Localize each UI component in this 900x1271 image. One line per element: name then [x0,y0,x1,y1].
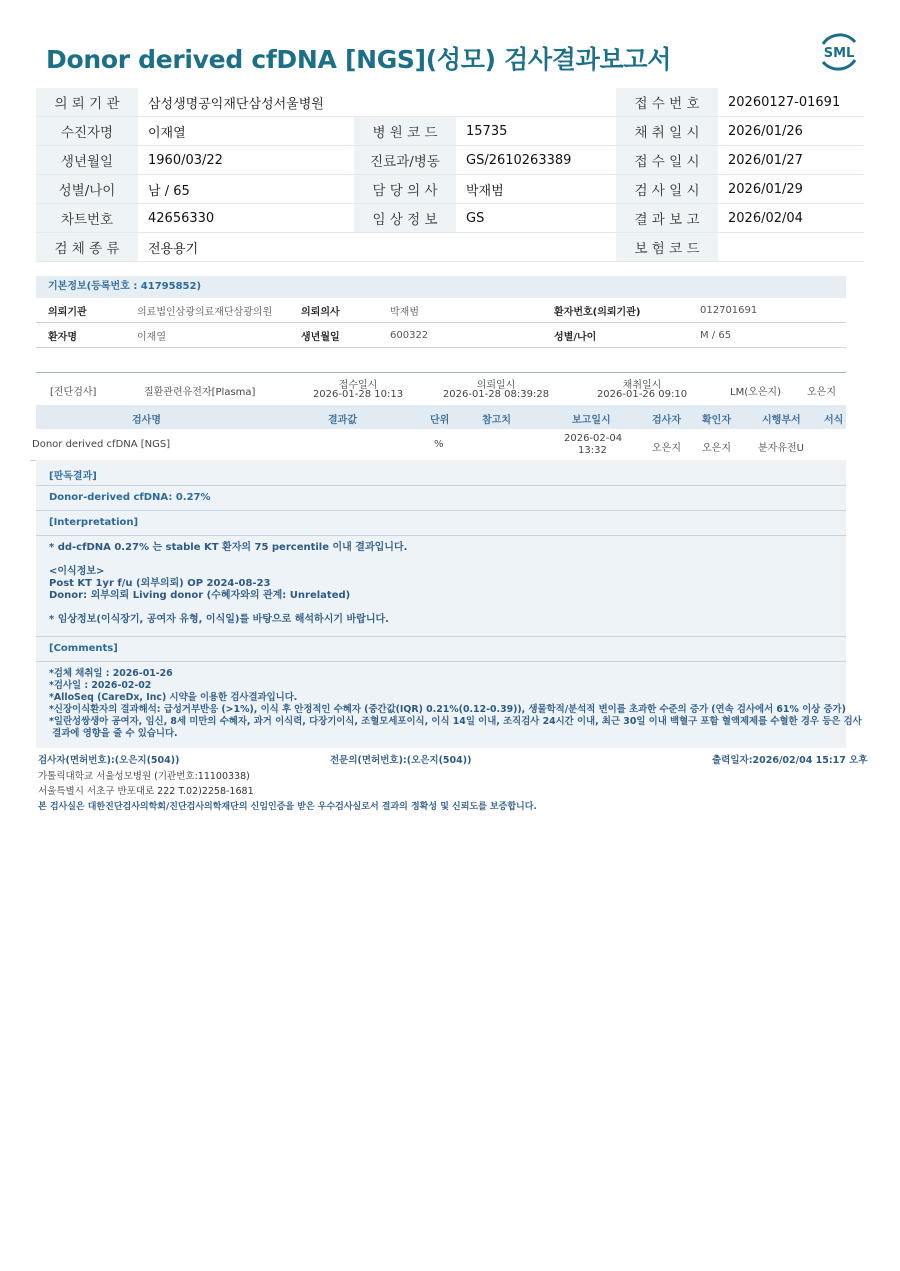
label: 환자번호(의뢰기관) [542,298,688,323]
column-header: 검사자 [652,415,681,426]
field-value: 15735 [456,117,616,146]
report-title: Donor derived cfDNA [NGS](성모) 검사결과보고서 [46,45,672,74]
value: 600322 [378,323,542,348]
interpretation-section-header [36,511,846,536]
field-value: 2026/02/04 [718,204,864,233]
column-header: 검사명 [132,415,161,426]
test-name: Donor derived cfDNA [NGS] [32,439,171,450]
label: 의뢰의사 [289,298,378,323]
result-text: Donor-derived cfDNA: 0.27% [49,492,211,503]
basic-info-block [36,276,846,348]
header-row [36,233,864,262]
field-label: 수진자명 [36,117,138,146]
field-label [354,88,456,117]
header-row [36,146,864,175]
column-header: 서식 [824,415,844,426]
field-label: 차트번호 [36,204,138,233]
basic-info-header: 기본정보(등록번호 : 41795852) [36,276,846,298]
value: M / 65 [688,323,846,348]
lab-name: LM(오은지) [730,387,781,398]
field-value: 전용용기 [138,233,354,262]
exam-category: [진단검사] [50,387,97,398]
value: 이재열 [125,323,289,348]
field-value: 2026/01/26 [718,117,864,146]
exam-name: 질환관련유전자[Plasma] [144,387,256,398]
report-time: 13:32 [578,445,607,456]
field-value: 박재범 [456,175,616,204]
checker: 오은지 [702,443,731,454]
test-unit: % [434,439,444,450]
field-label: 병 원 코 드 [354,117,456,146]
collected-datetime: 2026-01-26 09:10 [596,389,688,400]
header-row [36,175,864,204]
collected-label: 채취일시 [622,380,662,391]
field-label: 담 당 의 사 [354,175,456,204]
field-value: 이재열 [138,117,354,146]
field-value: 2026/01/29 [718,175,864,204]
exam-info-row [36,372,846,405]
field-label: 보 험 코 드 [616,233,718,262]
label: 성별/나이 [542,323,688,348]
section-label: [Comments] [49,643,118,654]
requested-label: 의뢰일시 [476,380,516,391]
column-header: 시행부서 [762,415,801,426]
field-label: 접 수 일 시 [616,146,718,175]
field-label: 채 취 일 시 [616,117,718,146]
section-label: [판독결과] [49,471,97,482]
tester: 오은지 [652,443,681,454]
header-row [36,204,864,233]
field-value: 삼성생명공익재단삼성서울병원 [138,88,354,117]
basic-info-row [36,323,846,348]
label: 생년월일 [289,323,378,348]
column-header: 보고일시 [572,415,611,426]
field-label: 성별/나이 [36,175,138,204]
column-header: 결과값 [328,415,357,426]
column-header: 참고치 [482,415,511,426]
sml-logo [815,28,863,76]
field-label: 의 뢰 기 관 [36,88,138,117]
value: 012701691 [688,298,846,323]
value: 의료법인삼광의료재단삼광의원 [125,298,289,323]
field-label: 검 체 종 류 [36,233,138,262]
field-value [718,233,864,262]
table-row [30,430,846,461]
column-header: 단위 [430,415,450,426]
comments-section-header [36,636,846,662]
label: 의뢰기관 [36,298,125,323]
field-value: GS [456,204,616,233]
received-label: 접수일시 [338,380,378,391]
label: 환자명 [36,323,125,348]
value: 박재범 [378,298,542,323]
header-row [36,88,864,117]
field-value [456,233,616,262]
judgement-section-header [36,461,846,486]
field-label: 접 수 번 호 [616,88,718,117]
patient-header-table [36,88,864,262]
field-label: 임 상 정 보 [354,204,456,233]
field-value: 2026/01/27 [718,146,864,175]
svg-text:SML: SML [823,46,855,61]
column-header: 확인자 [702,415,731,426]
hospital-address: 서울특별시 서초구 반포대로 222 T.02)2258-1681 [38,786,254,797]
field-value: 1960/03/22 [138,146,354,175]
print-date: 출력일자:2026/02/04 15:17 오후 [712,755,868,766]
report-date: 2026-02-04 [564,433,623,444]
basic-info-row [36,298,846,323]
field-value: GS/2610263389 [456,146,616,175]
field-label: 진료과/병동 [354,146,456,175]
interpretation-text: * dd-cfDNA 0.27% 는 stable KT 환자의 75 percentile 이내 결과입니다. <이식정보> Post KT 1yr f/u (외부의뢰) OP 2024-08-23 Donor: 외부의뢰 Living donor (수혜자와의 관계: Unrelated) * 임상정보(이식장기, 공여자 유형, 이식일)를 바탕으로 해석하시기 바랍니다. [49,542,408,625]
received-datetime: 2026-01-28 10:13 [312,389,404,400]
field-value: 남 / 65 [138,175,354,204]
judgement-result [36,486,846,511]
hospital-name: 가톨릭대학교 서울성모병원 (기관번호:11100338) [38,771,250,782]
technician: 오은지 [807,387,836,398]
field-label [354,233,456,262]
field-label: 검 사 일 시 [616,175,718,204]
specialist: 전문의(면허번호):(오은지(504)) [330,755,472,766]
result-table-header [36,405,846,429]
comments-text: *검체 채취일 : 2026-01-26 *검사일 : 2026-02-02 *AlloSeq (CareDx, Inc) 시약을 이용한 검사결과입니다. *신장이식환자의 결과해석: 급성거부반응 (>1%), 이식 후 안정적인 수혜자 (중간값(IQR) 0.21%(0.12-0.39)), 생물학적/분석적 변이를 초과한 수준의 증가 (연속 검사에서 61% 이상 증가) *일란성쌍생아 공여자, 임신, 8세 미만의 수혜자, 과거 이식력, 다장기이식, 조혈모세포이식, 이식 14일 이내, 조직검사 24시간 이내, 최근 30일 이내 백혈구 포함 혈액제제를 수혈한 경우 등은 검사 결과에 영향을 줄 수 있습니다. [49,668,862,739]
header-row [36,117,864,146]
field-label: 생년월일 [36,146,138,175]
examiner: 검사자(면허번호):(오은지(504)) [38,755,180,766]
field-value [456,88,616,117]
section-label: [Interpretation] [49,517,139,528]
field-label: 결 과 보 고 [616,204,718,233]
accreditation-note: 본 검사실은 대한진단검사의학회/진단검사의학재단의 신임인증을 받은 우수검사실로서 결과의 정확성 및 신뢰도를 보증합니다. [38,802,537,812]
field-value: 42656330 [138,204,354,233]
department: 분자유전U [758,443,804,454]
field-value: 20260127-01691 [718,88,864,117]
requested-datetime: 2026-01-28 08:39:28 [442,389,550,400]
